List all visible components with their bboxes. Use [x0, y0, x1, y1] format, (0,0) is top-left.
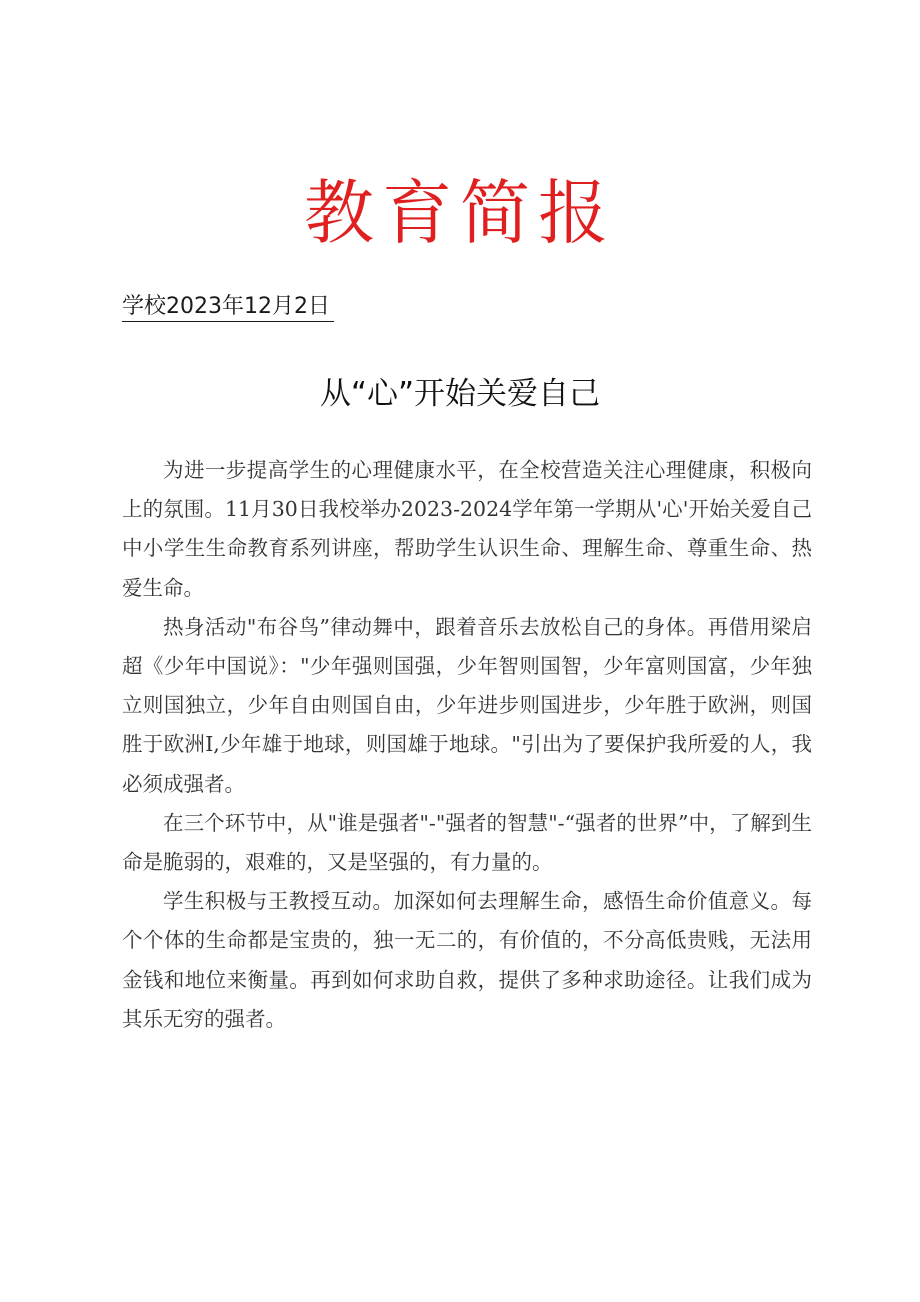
article-body — [122, 451, 812, 1039]
paragraph: 在三个环节中，从"谁是强者"-"强者的智慧"-“强者的世界”中，了解到生命是脆弱的，艰难的，又是坚强的，有力量的。 — [122, 810, 812, 875]
paragraph: 热身活动"布谷鸟”律动舞中，跟着音乐去放松自己的身体。再借用梁启超《少年中国说》："少年强则国强，少年智则国智，少年富则国富，少年独立则国独立，少年自由则国自由，少年进步则国进步，少年胜于欧洲，则国胜于欧洲I,少年雄于地球，则国雄于地球。"引出为了要保护我所爱的人，我必须成强者。 — [122, 614, 812, 796]
masthead-title: 教育简报 — [304, 172, 616, 254]
paragraph: 学生积极与王教授互动。加深如何去理解生命，感悟生命价值意义。每个个体的生命都是宝贵的，独一无二的，有价值的，不分高低贵贱，无法用金钱和地位来衡量。再到如何求助自救，提供了多种求助途径。让我们成为其乐无穷的强者。 — [122, 889, 812, 1031]
dateline: 学校2023年12月2日 — [122, 293, 334, 322]
article-headline: 从“心”开始关爱自己 — [319, 376, 601, 412]
paragraph: 为进一步提高学生的心理健康水平，在全校营造关注心理健康，积极向上的氛围。11月30日我校举办2023-2024学年第一学期从'心'开始关爱自己中小学生生命教育系列讲座，帮助学生认识生命、理解生命、尊重生命、热爱生命。 — [122, 458, 812, 600]
